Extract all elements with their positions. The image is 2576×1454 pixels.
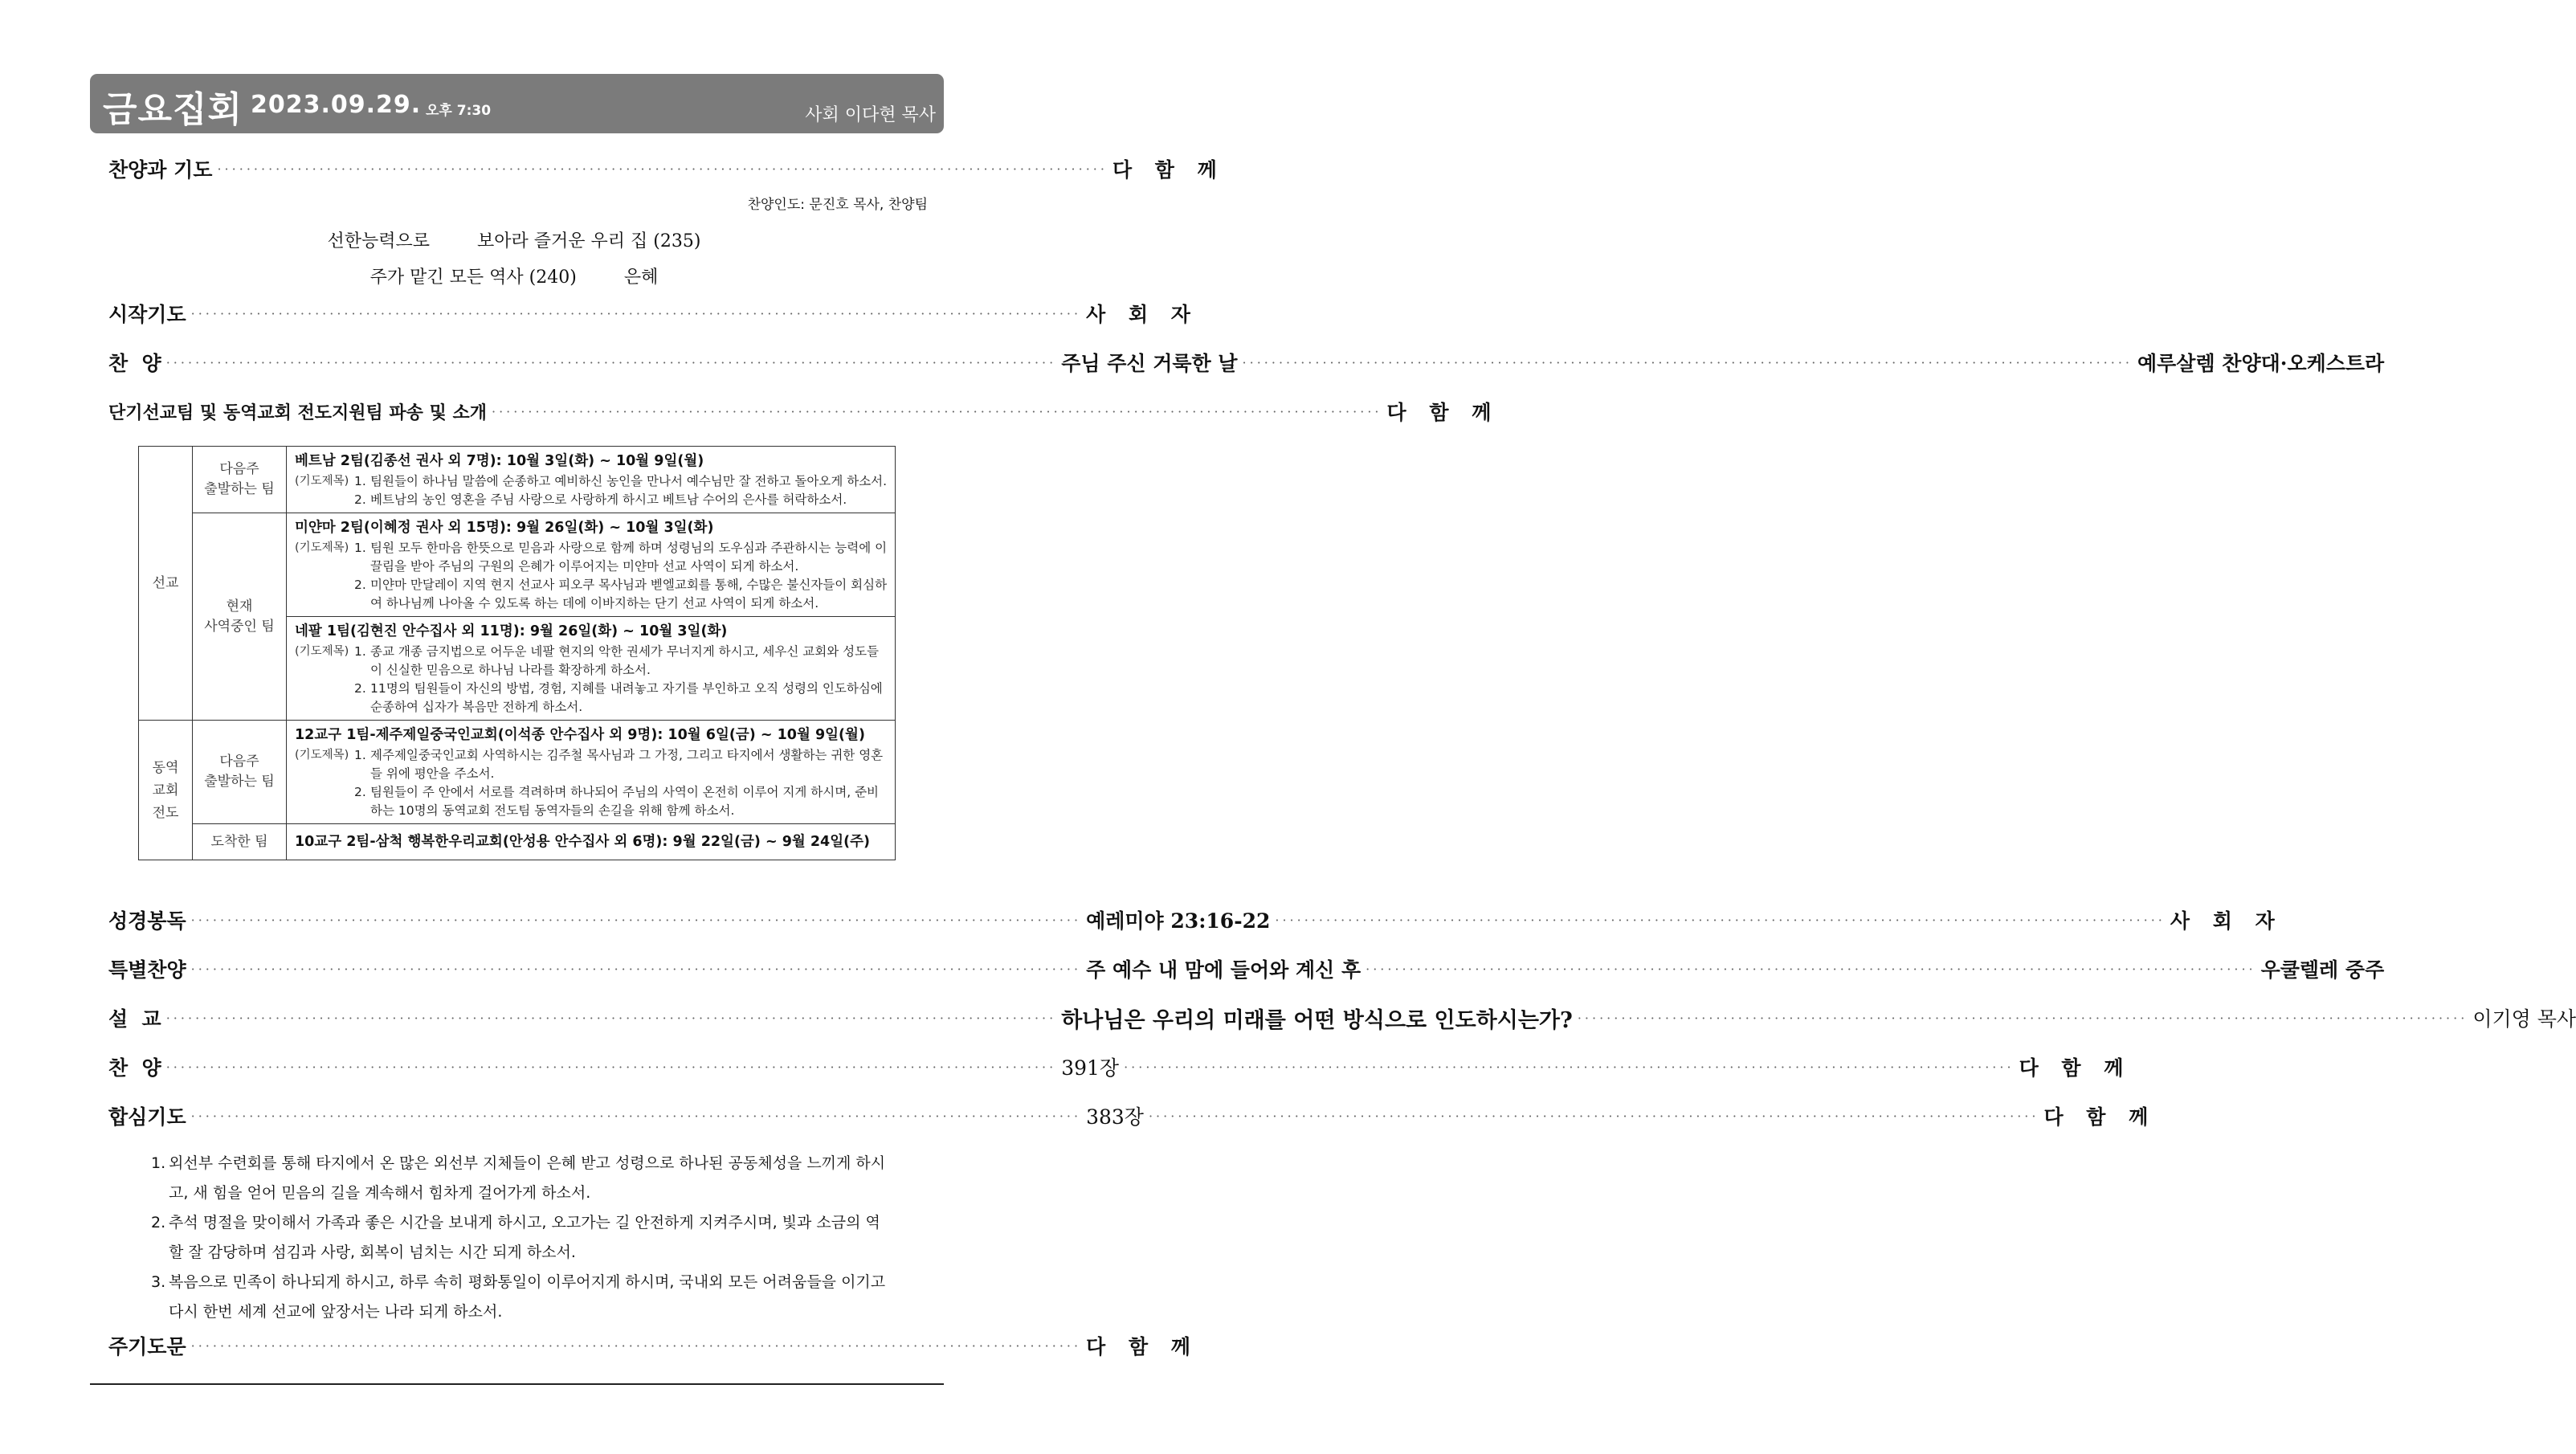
service-date: 2023.09.29. [251,91,422,119]
leader-dots: ·························································································································· [1124,1059,2015,1075]
prayer-line: (기도제목) 1. 종교 개종 금지법으로 어두운 네팔 현지의 악한 권세가 무너지게 하시고, 세우신 교회와 성도들이 신실한 믿음으로 하나님 나라를 확장하게 하소서. [295,643,888,680]
order-label: 찬 양 [108,352,161,375]
bottom-divider [90,1383,944,1385]
prayer-text: 종교 개종 금지법으로 어두운 네팔 현지의 악한 권세가 무너지게 하시고, 세우신 교회와 성도들이 신실한 믿음으로 하나님 나라를 확장하게 하소서. [370,644,880,677]
prayer-text: 팀원 모두 한마음 한뜻으로 믿음과 사랑으로 함께 하며 성령님의 도우심과 주관하시는 능력에 이끌림을 받아 주님의 구원의 은혜가 이루어지는 미얀마 선교 사역이 되게 하소서. [370,541,888,574]
order-title: 383장 [1086,1105,1144,1129]
list-item: 3. 복음으로 민족이 하나되게 하시고, 하루 속히 평화통일이 이루어지게 하시며, 국내외 모든 어려움들을 이기고 다시 한번 세계 선교에 앞장서는 나라 되게 하소서. [151,1268,890,1327]
leader-dots: ·························································································································· [190,1338,1082,1354]
order-responsible: 다 함 께 [1386,401,1500,424]
order-responsible: 다 함 께 [1086,1335,1198,1358]
subcategory-ongoing [193,513,287,721]
prayer-key: (기도제목) [295,645,349,658]
prayer-text: 11명의 팀원들이 자신의 방법, 경험, 지혜를 내려놓고 자기를 부인하고 오직 성령의 인도하심에 순종하여 십자가 복음만 전하게 하소서. [370,681,883,714]
order-responsible: 다 함 께 [2019,1056,2132,1080]
order-label: 설 교 [108,1007,161,1031]
leader-dots: ·························································································································· [1275,912,2166,928]
subcategory-arrived [193,824,287,860]
prayer-key: (기도제목) [295,541,349,554]
list-item: 1. 외선부 수련회를 통해 타지에서 온 많은 외선부 지체들이 은혜 받고 성령으로 하나된 공동체성을 느끼게 하시고, 새 힘을 얻어 믿음의 길을 계속해서 힘차게 걸어가게 하소서. [151,1149,890,1208]
song-title: 선한능력으로 [327,231,431,251]
leader-dots: ·························································································································· [217,161,1108,177]
team-name: 10교구 2팀-삼척 행복한우리교회(안성용 안수집사 외 6명): 9월 22일(금) ~ 9월 24일(주) [295,834,871,850]
song-title: 은혜 [623,268,659,288]
prayer-key: (기도제목) [295,475,349,488]
song-line-2 [0,263,1028,288]
order-title: 391장 [1061,1056,1120,1080]
order-row-hymn-2 [108,1051,2132,1083]
leader-dots: ·························································································································· [1577,1010,2468,1026]
subcategory-label: 다음주 출발하는 팀 [204,461,275,497]
presider: 사회 이다현 목사 [805,105,936,125]
leader-dots: ·························································································································· [492,403,1382,419]
table-row [139,513,896,617]
header-bar [90,74,944,133]
list-item: 2. 추석 명절을 맞이해서 가족과 좋은 시간을 보내게 하시고, 오고가는 길 안전하게 지켜주시며, 빛과 소금의 역할 잘 감당하며 섬김과 사랑, 회복이 넘치는 시간 되게 하소서. [151,1208,890,1268]
prayer-text: 팀원들이 주 안에서 서로를 격려하며 하나되어 주님의 사역이 온전히 이루어 지게 하시며, 준비하는 10명의 동역교회 전도팀 동역자들의 손길을 위해 함께 하소서. [370,785,880,818]
team-name: 미얀마 2팀(이혜정 권사 외 15명): 9월 26일(화) ~ 10월 3일(화) [295,520,714,536]
order-responsible: 예루살렘 찬양대·오케스트라 [2137,352,2385,375]
page-title: 금요집회 [103,89,243,130]
order-row-special-music [108,953,2385,985]
order-row-sermon [108,1002,2576,1034]
order-responsible: 다 함 께 [1112,158,1225,182]
prayer-text: 베트남의 농인 영혼을 주님 사랑으로 사랑하게 하시고 베트남 수어의 은사를 허락하소서. [370,492,847,507]
order-label: 단기선교팀 및 동역교회 전도지원팀 파송 및 소개 [108,402,487,423]
prayer-text: 제주제일중국인교회 사역하시는 김주철 목사님과 그 가정, 그리고 타지에서 생활하는 귀한 영혼들 위에 평안을 주소서. [370,748,884,781]
leader-dots: ·························································································································· [190,1108,1082,1124]
prayer-line: 2. 11명의 팀원들이 자신의 방법, 경험, 지혜를 내려놓고 자기를 부인하고 오직 성령의 인도하심에 순종하여 십자가 복음만 전하게 하소서. [295,680,888,717]
prayer-item-text: 복음으로 민족이 하나되게 하시고, 하루 속히 평화통일이 이루어지게 하시며, 국내외 모든 어려움들을 이기고 다시 한번 세계 선교에 앞장서는 나라 되게 하소서. [169,1273,886,1321]
order-label: 주기도문 [108,1335,186,1358]
prayer-line: (기도제목) 1. 팀원 모두 한마음 한뜻으로 믿음과 사랑으로 함께 하며 성령님의 도우심과 주관하시는 능력에 이끌림을 받아 주님의 구원의 은혜가 이루어지는 미얀마 선교 사역이 되게 하소서. [295,539,888,576]
leader-dots: ·························································································································· [165,354,1057,370]
order-responsible: 다 함 께 [2043,1105,2157,1129]
category-partner-church [139,721,193,860]
subcategory-label: 다음주 출발하는 팀 [204,754,275,790]
mission-table [138,446,896,860]
order-label: 찬양과 기도 [108,158,213,182]
leader-dots: ·························································································································· [165,1010,1057,1026]
order-row-mission-sending [108,395,1500,427]
order-responsible: 사 회 자 [1086,303,1198,326]
order-title: 주님 주신 거룩한 날 [1061,352,1238,375]
prayer-line: 2. 미얀마 만달레이 지역 현지 선교사 피오쿠 목사님과 벧엘교회를 통해, 수많은 불신자들이 회심하여 하나님께 나아올 수 있도록 하는 데에 이바지하는 단기 선교 사역이 되게 하소서. [295,576,888,613]
order-label: 시작기도 [108,303,186,326]
prayer-list [151,1149,890,1327]
prayer-key: (기도제목) [295,749,349,762]
prayer-item-text: 외선부 수련회를 통해 타지에서 온 많은 외선부 지체들이 은혜 받고 성령으로 하나된 공동체성을 느끼게 하시고, 새 힘을 얻어 믿음의 길을 계속해서 힘차게 걸어가게 하소서. [169,1154,886,1202]
order-label: 특별찬양 [108,958,186,982]
table-row [139,824,896,860]
subcategory-label: 현재 사역중인 팀 [204,598,275,635]
category-mission [139,447,193,721]
team-cell [287,824,896,860]
order-responsible: 사 회 자 [2170,909,2283,933]
order-responsible: 이기영 목사 [2472,1007,2576,1031]
team-cell [287,721,896,824]
prayer-text: 팀원들이 하나님 말씀에 순종하고 예비하신 농인을 만나서 예수님만 잘 전하고 돌아오게 하소서. [370,474,888,488]
team-cell [287,447,896,513]
sermon-title: 하나님은 우리의 미래를 어떤 방식으로 인도하시는가? [1061,1007,1573,1033]
leader-dots: ·························································································································· [165,1059,1057,1075]
song-line-1 [0,227,1028,252]
team-name: 베트남 2팀(김종선 권사 외 7명): 10월 3일(화) ~ 10월 9일(월) [295,453,704,469]
team-cell [287,513,896,617]
leader-dots: ·························································································································· [1148,1108,2039,1124]
worship-leader-note: 찬양인도: 문진호 목사, 찬양팀 [747,197,928,213]
prayer-item-text: 추석 명절을 맞이해서 가족과 좋은 시간을 보내게 하시고, 오고가는 길 안전하게 지켜주시며, 빛과 소금의 역할 잘 감당하며 섬김과 사랑, 회복이 넘치는 시간 되게 하소서. [169,1214,880,1261]
order-label: 찬 양 [108,1056,161,1080]
order-title: 주 예수 내 맘에 들어와 계신 후 [1086,958,1361,982]
order-row-lords-prayer [108,1329,1198,1362]
order-row-united-prayer [108,1100,2157,1132]
prayer-line: 2. 팀원들이 주 안에서 서로를 격려하며 하나되어 주님의 사역이 온전히 이루어 지게 하시며, 준비하는 10명의 동역교회 전도팀 동역자들의 손길을 위해 함께 하소서. [295,783,888,820]
table-row [139,721,896,824]
subcategory-next-week [193,721,287,824]
prayer-line: 2. 베트남의 농인 영혼을 주님 사랑으로 사랑하게 하시고 베트남 수어의 은사를 허락하소서. [295,491,888,509]
order-title: 예레미야 23:16-22 [1086,909,1271,933]
order-row-scripture [108,904,2283,936]
team-name: 12교구 1팀-제주제일중국인교회(이석종 안수집사 외 9명): 10월 6일(금) ~ 10월 9일(월) [295,727,865,743]
leader-dots: ·························································································································· [1366,961,2256,977]
song-title: 주가 맡긴 모든 역사 (240) [369,268,577,288]
prayer-line: (기도제목) 1. 제주제일중국인교회 사역하시는 김주철 목사님과 그 가정, 그리고 타지에서 생활하는 귀한 영혼들 위에 평안을 주소서. [295,746,888,783]
leader-dots: ·························································································································· [190,961,1082,977]
category-label: 선교 [152,575,179,591]
category-label: 동역 교회 전도 [152,759,179,821]
team-name: 네팔 1팀(김현진 안수집사 외 11명): 9월 26일(화) ~ 10월 3일(화) [295,623,728,639]
order-row-worship [108,153,1225,185]
team-cell [287,617,896,721]
leader-dots: ·························································································································· [1242,354,2133,370]
subcategory-label: 도착한 팀 [210,833,268,850]
order-responsible: 우쿨렐레 중주 [2260,958,2385,982]
prayer-line: (기도제목) 1. 팀원들이 하나님 말씀에 순종하고 예비하신 농인을 만나서 예수님만 잘 전하고 돌아오게 하소서. [295,472,888,491]
leader-dots: ·························································································································· [190,912,1082,928]
subcategory-next-week [193,447,287,513]
order-row-hymn [108,346,2385,378]
order-label: 합심기도 [108,1105,186,1129]
leader-dots: ·························································································································· [190,305,1082,321]
prayer-text: 미얀마 만달레이 지역 현지 선교사 피오쿠 목사님과 벧엘교회를 통해, 수많은 불신자들이 회심하여 하나님께 나아올 수 있도록 하는 데에 이바지하는 단기 선교 사역이 되게 하소서. [370,578,888,611]
table-row [139,447,896,513]
service-time: 오후 7:30 [426,103,492,119]
order-label: 성경봉독 [108,909,186,933]
order-row-opening-prayer [108,297,1198,329]
song-title: 보아라 즐거운 우리 집 (235) [477,231,701,251]
